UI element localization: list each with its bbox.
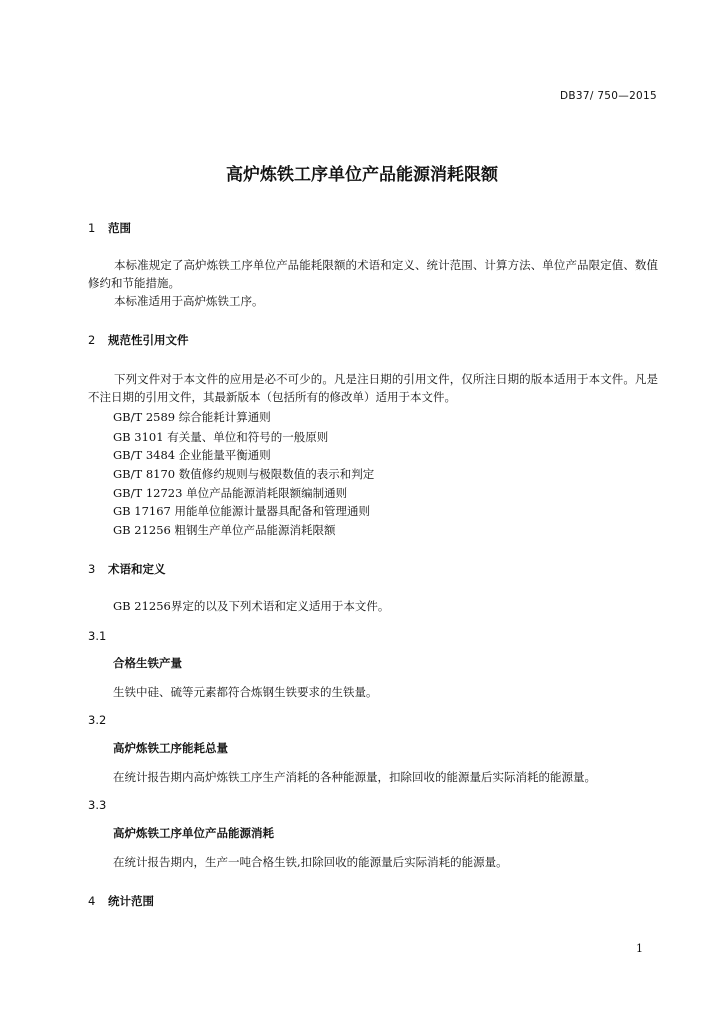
reference-item: GB/T 8170 数值修约规则与极限数值的表示和判定 <box>113 467 375 481</box>
section-3-heading <box>88 561 166 577</box>
reference-item: GB 21256 粗钢生产单位产品能源消耗限额 <box>113 523 336 537</box>
term-name: 合格生铁产量 <box>113 656 182 670</box>
term-name: 高炉炼铁工序单位产品能源消耗 <box>113 826 274 840</box>
term-definition: 生铁中硅、硫等元素都符合炼钢生铁要求的生铁量。 <box>113 685 378 699</box>
document-title: 高炉炼铁工序单位产品能源消耗限额 <box>226 165 498 185</box>
section-number: 4 <box>88 894 96 908</box>
section-1-paragraph-2: 本标准适用于高炉炼铁工序。 <box>114 294 264 308</box>
section-4-heading <box>88 893 154 909</box>
reference-item: GB/T 12723 单位产品能源消耗限额编制通则 <box>113 486 348 500</box>
section-title: 统计范围 <box>108 894 154 908</box>
term-definition: 在统计报告期内，生产一吨合格生铁,扣除回收的能源量后实际消耗的能源量。 <box>113 855 508 869</box>
term-definition: 在统计报告期内高炉炼铁工序生产消耗的各种能源量，扣除回收的能源量后实际消耗的能源量。 <box>113 770 596 784</box>
standard-number: DB37/ 750—2015 <box>560 90 657 102</box>
section-title: 范围 <box>108 221 131 235</box>
section-3-intro: GB 21256界定的以及下列术语和定义适用于本文件。 <box>113 599 390 613</box>
reference-item: GB 17167 用能单位能源计量器具配备和管理通则 <box>113 504 371 518</box>
term-number: 3.3 <box>88 798 107 812</box>
section-number: 2 <box>88 333 96 347</box>
section-2-paragraph-1: 下列文件对于本文件的应用是必不可少的。凡是注日期的引用文件，仅所注日期的版本适用于本文件。凡是不注日期的引用文件，其最新版本（包括所有的修改单）适用于本文件。 <box>88 372 658 404</box>
section-1-paragraph-1: 本标准规定了高炉炼铁工序单位产品能耗限额的术语和定义、统计范围、计算方法、单位产品限定值、数值修约和节能措施。 <box>88 258 658 290</box>
term-number: 3.2 <box>88 713 107 727</box>
section-number: 3 <box>88 562 96 576</box>
reference-item: GB/T 2589 综合能耗计算通则 <box>113 410 271 424</box>
section-2-heading <box>88 332 189 348</box>
section-title: 术语和定义 <box>108 562 166 576</box>
section-number: 1 <box>88 221 96 235</box>
term-name: 高炉炼铁工序能耗总量 <box>113 741 228 755</box>
section-title: 规范性引用文件 <box>108 333 189 347</box>
section-1-heading <box>88 220 131 236</box>
reference-item: GB/T 3484 企业能量平衡通则 <box>113 448 271 462</box>
reference-item: GB 3101 有关量、单位和符号的一般原则 <box>113 430 329 444</box>
page-number: 1 <box>636 942 643 955</box>
term-number: 3.1 <box>88 629 107 643</box>
